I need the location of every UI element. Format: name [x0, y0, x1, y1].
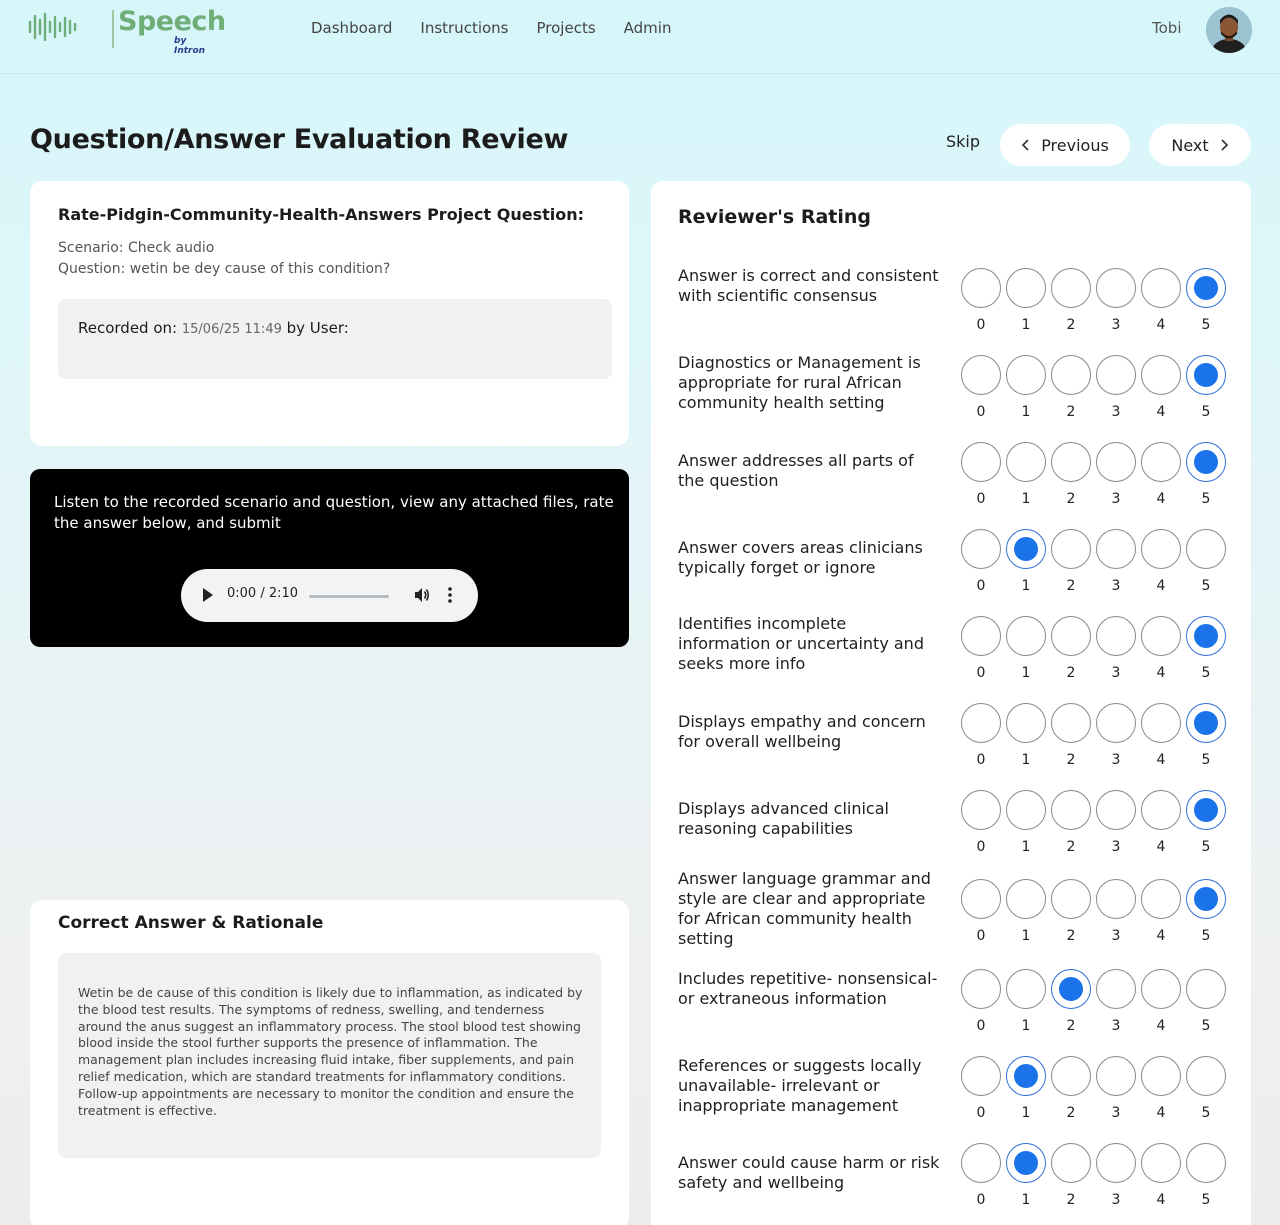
- rating-scale-label: 1: [1021, 578, 1031, 594]
- rating-radio-0[interactable]: [961, 1143, 1001, 1183]
- rating-radio-5[interactable]: [1186, 969, 1226, 1009]
- rating-scale-label: 2: [1066, 752, 1076, 768]
- rating-radio-5[interactable]: [1186, 529, 1226, 569]
- rating-radio-0[interactable]: [961, 442, 1001, 482]
- audio-progress-slider[interactable]: [309, 595, 389, 598]
- rating-scale-label: 4: [1156, 491, 1166, 507]
- rating-radio-1[interactable]: [1006, 969, 1046, 1009]
- rating-radio-4[interactable]: [1141, 790, 1181, 830]
- rating-scale-label: 5: [1201, 665, 1211, 681]
- nav-admin[interactable]: Admin: [623, 19, 672, 37]
- rating-scale-label: 1: [1021, 317, 1031, 333]
- rating-scale-label: 3: [1111, 752, 1121, 768]
- rating-radio-0[interactable]: [961, 703, 1001, 743]
- top-nav-bar: [0, 0, 1280, 74]
- rating-radio-1[interactable]: [1006, 268, 1046, 308]
- rating-scale-label: 2: [1066, 578, 1076, 594]
- next-button[interactable]: [1149, 124, 1251, 166]
- rating-radio-2[interactable]: [1051, 969, 1091, 1009]
- rating-radio-4[interactable]: [1141, 268, 1181, 308]
- rating-radio-2[interactable]: [1051, 355, 1091, 395]
- criterion-label: Includes repetitive- nonsensical- or extraneous information: [678, 969, 938, 1008]
- rating-radio-3[interactable]: [1096, 1056, 1136, 1096]
- rating-scale-label: 5: [1201, 491, 1211, 507]
- logo-wordmark: Speech: [118, 6, 226, 37]
- rating-scale-label: 4: [1156, 928, 1166, 944]
- rating-scale-label: 4: [1156, 404, 1166, 420]
- rating-radio-5[interactable]: [1186, 790, 1226, 830]
- rating-scale-label: 1: [1021, 928, 1031, 944]
- rating-scale-label: 5: [1201, 1192, 1211, 1208]
- rating-scale-label: 3: [1111, 839, 1121, 855]
- rating-scale-label: 3: [1111, 1018, 1121, 1034]
- rating-radio-2[interactable]: [1051, 1143, 1091, 1183]
- rating-radio-4[interactable]: [1141, 703, 1181, 743]
- rating-radio-1[interactable]: [1006, 442, 1046, 482]
- rating-scale-label: 3: [1111, 491, 1121, 507]
- criterion-label: Answer addresses all parts of the question: [678, 451, 914, 490]
- rating-scale-label: 3: [1111, 1192, 1121, 1208]
- rating-radio-4[interactable]: [1141, 1056, 1181, 1096]
- rating-radio-5[interactable]: [1186, 616, 1226, 656]
- rating-radio-4[interactable]: [1141, 879, 1181, 919]
- rating-scale-label: 4: [1156, 665, 1166, 681]
- rating-scale-label: 4: [1156, 752, 1166, 768]
- skip-button[interactable]: Skip: [946, 132, 981, 151]
- rating-radio-2[interactable]: [1051, 442, 1091, 482]
- rating-scale-label: 4: [1156, 317, 1166, 333]
- rating-radio-3[interactable]: [1096, 268, 1136, 308]
- criterion-label: Answer language grammar and style are clear and appropriate for African community health setting: [678, 869, 931, 948]
- rating-radio-4[interactable]: [1141, 616, 1181, 656]
- rating-radio-2[interactable]: [1051, 616, 1091, 656]
- rating-title: Reviewer's Rating: [678, 206, 872, 228]
- rating-radio-3[interactable]: [1096, 790, 1136, 830]
- rating-scale-label: 4: [1156, 1105, 1166, 1121]
- rating-radio-2[interactable]: [1051, 703, 1091, 743]
- rating-radio-5[interactable]: [1186, 703, 1226, 743]
- rating-radio-4[interactable]: [1141, 442, 1181, 482]
- recorded-info: [78, 319, 349, 337]
- speech-logo[interactable]: [28, 6, 226, 56]
- rating-radio-3[interactable]: [1096, 703, 1136, 743]
- rating-scale-label: 3: [1111, 665, 1121, 681]
- rating-scale-label: 4: [1156, 1192, 1166, 1208]
- rating-scale-label: 3: [1111, 578, 1121, 594]
- previous-label: Previous: [1041, 135, 1109, 155]
- rating-radio-5[interactable]: [1186, 879, 1226, 919]
- user-name[interactable]: Tobi: [1152, 19, 1182, 37]
- rating-radio-1[interactable]: [1006, 529, 1046, 569]
- rating-radio-1[interactable]: [1006, 355, 1046, 395]
- question-card-title: Rate-Pidgin-Community-Health-Answers Project Question:: [58, 205, 584, 224]
- nav-dashboard[interactable]: Dashboard: [311, 19, 393, 37]
- rating-scale-label: 0: [976, 665, 986, 681]
- rating-scale-label: 5: [1201, 578, 1211, 594]
- recorded-date: 15/06/25 11:49: [181, 322, 282, 337]
- scenario-text: Scenario: Check audio: [58, 240, 215, 256]
- rating-radio-5[interactable]: [1186, 1056, 1226, 1096]
- recorded-label: Recorded on:: [78, 319, 178, 337]
- rating-radio-4[interactable]: [1141, 969, 1181, 1009]
- question-card: [30, 181, 629, 446]
- rating-scale-label: 5: [1201, 1018, 1211, 1034]
- rating-scale-label: 3: [1111, 928, 1121, 944]
- chevron-left-icon: [1021, 138, 1031, 152]
- rating-radio-0[interactable]: [961, 1056, 1001, 1096]
- waveform-icon: [28, 12, 80, 42]
- rating-scale-label: 3: [1111, 1105, 1121, 1121]
- criterion-label: Displays empathy and concern for overall wellbeing: [678, 712, 926, 751]
- rating-scale-label: 0: [976, 1105, 986, 1121]
- rating-scale-label: 5: [1201, 1105, 1211, 1121]
- rating-scale-label: 2: [1066, 1105, 1076, 1121]
- correct-answer-title: Correct Answer & Rationale: [58, 913, 324, 933]
- logo-divider: [112, 10, 114, 48]
- rating-radio-0[interactable]: [961, 355, 1001, 395]
- rating-radio-3[interactable]: [1096, 879, 1136, 919]
- rating-radio-1[interactable]: [1006, 616, 1046, 656]
- rating-scale-label: 5: [1201, 404, 1211, 420]
- rating-radio-3[interactable]: [1096, 1143, 1136, 1183]
- rating-radio-2[interactable]: [1051, 879, 1091, 919]
- rating-radio-0[interactable]: [961, 616, 1001, 656]
- rating-scale-label: 2: [1066, 928, 1076, 944]
- rating-scale-label: 1: [1021, 1192, 1031, 1208]
- rating-scale-label: 3: [1111, 404, 1121, 420]
- rating-radio-4[interactable]: [1141, 355, 1181, 395]
- rating-scale-label: 1: [1021, 404, 1031, 420]
- rating-radio-2[interactable]: [1051, 1056, 1091, 1096]
- criterion-label: Diagnostics or Management is appropriate for rural African community health setting: [678, 353, 921, 412]
- rating-radio-5[interactable]: [1186, 268, 1226, 308]
- rating-radio-1[interactable]: [1006, 790, 1046, 830]
- rating-scale-label: 5: [1201, 839, 1211, 855]
- rating-scale-label: 0: [976, 839, 986, 855]
- rating-radio-1[interactable]: [1006, 879, 1046, 919]
- rating-scale-label: 2: [1066, 839, 1076, 855]
- rating-scale-label: 1: [1021, 839, 1031, 855]
- criterion-label: References or suggests locally unavailable- irrelevant or inappropriate management: [678, 1056, 922, 1115]
- criterion-label: Answer could cause harm or risk safety and wellbeing: [678, 1153, 940, 1192]
- rating-scale-label: 2: [1066, 1018, 1076, 1034]
- rating-radio-0[interactable]: [961, 969, 1001, 1009]
- rating-radio-3[interactable]: [1096, 616, 1136, 656]
- rating-radio-0[interactable]: [961, 879, 1001, 919]
- rating-scale-label: 1: [1021, 752, 1031, 768]
- chevron-right-icon: [1219, 138, 1229, 152]
- rating-scale-label: 0: [976, 928, 986, 944]
- rating-scale-label: 1: [1021, 1105, 1031, 1121]
- recorded-by: by User:: [286, 319, 349, 337]
- rating-scale-label: 0: [976, 752, 986, 768]
- rating-radio-3[interactable]: [1096, 529, 1136, 569]
- user-avatar-icon: [1206, 7, 1252, 53]
- correct-answer-box: [58, 953, 601, 1158]
- rating-scale-label: 0: [976, 1192, 986, 1208]
- question-text: Question: wetin be dey cause of this condition?: [58, 261, 391, 277]
- rating-scale-label: 1: [1021, 665, 1031, 681]
- rating-scale-label: 2: [1066, 665, 1076, 681]
- criterion-label: Identifies incomplete information or uncertainty and seeks more info: [678, 614, 924, 673]
- criterion-label: Displays advanced clinical reasoning capabilities: [678, 799, 889, 838]
- rating-radio-3[interactable]: [1096, 969, 1136, 1009]
- rating-scale-label: 0: [976, 578, 986, 594]
- rating-radio-0[interactable]: [961, 790, 1001, 830]
- rating-scale-label: 0: [976, 1018, 986, 1034]
- reviewers-rating-card: [651, 181, 1251, 1225]
- rating-radio-3[interactable]: [1096, 442, 1136, 482]
- rating-radio-1[interactable]: [1006, 1143, 1046, 1183]
- rating-radio-5[interactable]: [1186, 355, 1226, 395]
- rating-radio-2[interactable]: [1051, 268, 1091, 308]
- rating-radio-5[interactable]: [1186, 1143, 1226, 1183]
- criterion-label: Answer is correct and consistent with scientific consensus: [678, 266, 939, 305]
- rating-radio-4[interactable]: [1141, 529, 1181, 569]
- logo-subtitle: by Intron: [174, 36, 206, 56]
- rating-radio-0[interactable]: [961, 529, 1001, 569]
- rating-scale-label: 4: [1156, 1018, 1166, 1034]
- correct-answer-text: Wetin be de cause of this condition is likely due to inflammation, as indicated by the blood test results. The symptoms of redness, swelling, and tenderness around the anus suggest an inflammatory process. The stool blood test showing blood inside the stool further supports the presence of inflammation. The management plan includes increasing fluid intake, fiber supplements, and pain relief medication, which are standard treatments for inflammatory conditions. Follow-up appointments are necessary to monitor the condition and ensure the treatment is effective.: [78, 985, 583, 1118]
- rating-scale-label: 3: [1111, 317, 1121, 333]
- rating-scale-label: 5: [1201, 752, 1211, 768]
- rating-scale-label: 4: [1156, 578, 1166, 594]
- rating-scale-label: 0: [976, 491, 986, 507]
- next-label: Next: [1171, 135, 1209, 155]
- rating-scale-label: 2: [1066, 404, 1076, 420]
- rating-scale-label: 0: [976, 404, 986, 420]
- audio-time: 0:00 / 2:10: [227, 586, 299, 601]
- main-nav: [311, 18, 699, 38]
- rating-scale-label: 1: [1021, 491, 1031, 507]
- rating-scale-label: 2: [1066, 317, 1076, 333]
- rating-radio-3[interactable]: [1096, 355, 1136, 395]
- nav-projects[interactable]: Projects: [536, 19, 596, 37]
- rating-scale-label: 1: [1021, 1018, 1031, 1034]
- audio-instructions: Listen to the recorded scenario and question, view any attached files, rate the answer below, and submit: [54, 493, 614, 532]
- recorded-info-box: [58, 299, 612, 379]
- page-title: Question/Answer Evaluation Review: [30, 124, 569, 155]
- rating-radio-2[interactable]: [1051, 529, 1091, 569]
- criterion-label: Answer covers areas clinicians typically forget or ignore: [678, 538, 923, 577]
- rating-scale-label: 2: [1066, 491, 1076, 507]
- rating-scale-label: 4: [1156, 839, 1166, 855]
- rating-radio-0[interactable]: [961, 268, 1001, 308]
- rating-radio-5[interactable]: [1186, 442, 1226, 482]
- avatar[interactable]: [1206, 7, 1252, 53]
- rating-radio-2[interactable]: [1051, 790, 1091, 830]
- rating-scale-label: 5: [1201, 928, 1211, 944]
- volume-icon[interactable]: [413, 586, 431, 604]
- rating-scale-label: 5: [1201, 317, 1211, 333]
- rating-scale-label: 0: [976, 317, 986, 333]
- rating-radio-1[interactable]: [1006, 1056, 1046, 1096]
- audio-card: [30, 469, 629, 647]
- rating-radio-1[interactable]: [1006, 703, 1046, 743]
- rating-radio-4[interactable]: [1141, 1143, 1181, 1183]
- audio-player[interactable]: [181, 569, 478, 622]
- previous-button[interactable]: [1000, 124, 1130, 166]
- nav-instructions[interactable]: Instructions: [420, 19, 509, 37]
- more-options-icon[interactable]: [447, 586, 453, 604]
- rating-scale-label: 2: [1066, 1192, 1076, 1208]
- correct-answer-card: [30, 900, 629, 1225]
- play-icon[interactable]: [203, 588, 213, 602]
